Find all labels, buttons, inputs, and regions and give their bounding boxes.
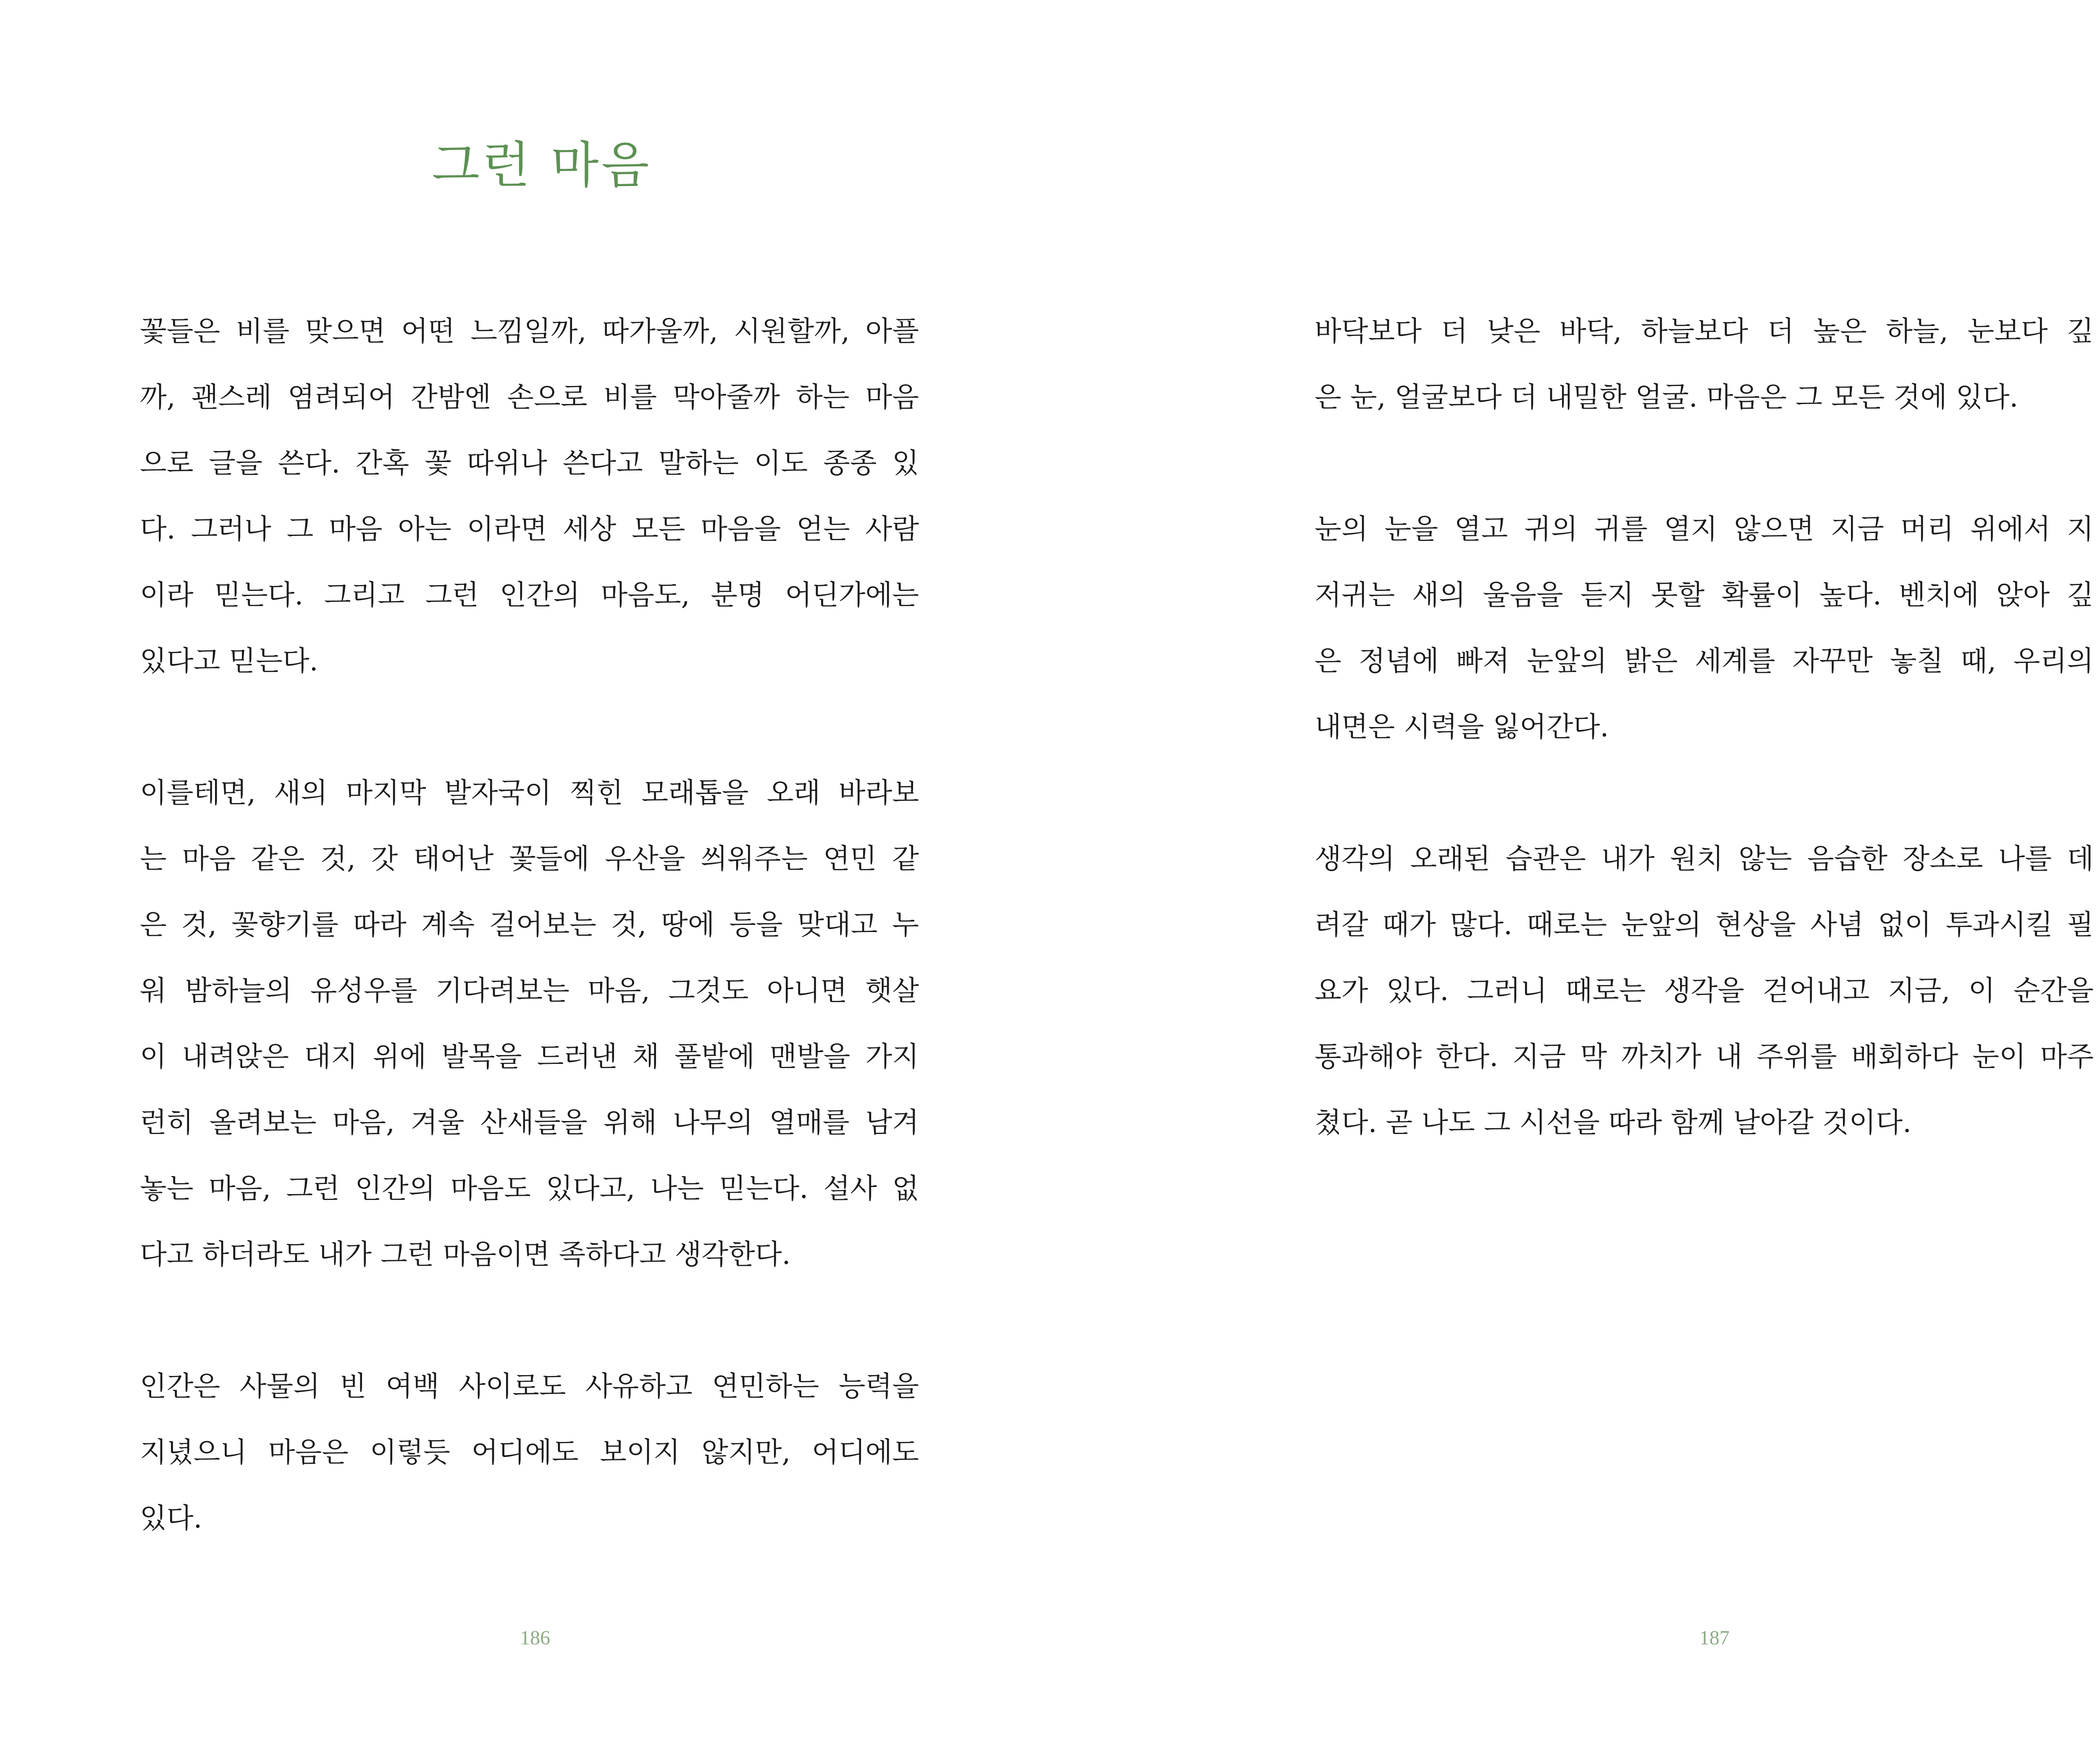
page-number-left: 186 — [520, 1627, 550, 1649]
text-line: 이라 믿는다. 그리고 그런 인간의 마음도, 분명 어딘가에는 — [140, 579, 919, 611]
text-line: 은 눈, 얼굴보다 더 내밀한 얼굴. 마음은 그 모든 것에 있다. — [1315, 381, 2019, 413]
text-line: 꽃들은 비를 맞으면 어떤 느낌일까, 따가울까, 시원할까, 아플 — [140, 315, 919, 347]
text-line: 이를테면, 새의 마지막 발자국이 찍힌 모래톱을 오래 바라보 — [140, 777, 919, 809]
right-page — [1111, 0, 2100, 1746]
text-line: 은 정념에 빠져 눈앞의 밝은 세계를 자꾸만 놓칠 때, 우리의 — [1315, 645, 2094, 677]
text-line: 바닥보다 더 낮은 바닥, 하늘보다 더 높은 하늘, 눈보다 깊 — [1315, 315, 2094, 347]
text-line: 쳤다. 곧 나도 그 시선을 따라 함께 날아갈 것이다. — [1315, 1106, 1912, 1139]
text-line: 이 내려앉은 대지 위에 발목을 드러낸 채 풀밭에 맨발을 가지 — [140, 1040, 919, 1073]
text-line: 는 마음 같은 것, 갓 태어난 꽃들에 우산을 씌워주는 연민 같 — [140, 843, 919, 875]
text-line: 있다고 믿는다. — [140, 645, 318, 677]
text-line: 은 것, 꽃향기를 따라 계속 걸어보는 것, 땅에 등을 맞대고 누 — [140, 908, 919, 941]
page-number-right: 187 — [1699, 1627, 1730, 1649]
text-line: 지녔으니 마음은 이렇듯 어디에도 보이지 않지만, 어디에도 — [140, 1436, 919, 1468]
text-line: 인간은 사물의 빈 여백 사이로도 사유하고 연민하는 능력을 — [140, 1370, 919, 1402]
text-line: 런히 올려보는 마음, 겨울 산새들을 위해 나무의 열매를 남겨 — [140, 1106, 919, 1139]
text-line: 내면은 시력을 잃어간다. — [1315, 711, 1609, 743]
text-line: 놓는 마음, 그런 인간의 마음도 있다고, 나는 믿는다. 설사 없 — [140, 1172, 919, 1205]
text-line: 려갈 때가 많다. 때로는 눈앞의 현상을 사념 없이 투과시킬 필 — [1315, 908, 2094, 941]
text-line: 있다. — [140, 1502, 202, 1534]
text-line: 워 밤하늘의 유성우를 기다려보는 마음, 그것도 아니면 햇살 — [140, 974, 919, 1007]
text-line: 까, 괜스레 염려되어 간밤엔 손으로 비를 막아줄까 하는 마음 — [140, 381, 919, 413]
text-line: 생각의 오래된 습관은 내가 원치 않는 음습한 장소로 나를 데 — [1315, 843, 2094, 875]
paragraph — [1315, 509, 2094, 773]
paragraph — [1315, 839, 2094, 1169]
text-line: 요가 있다. 그러니 때로는 생각을 걷어내고 지금, 이 순간을 — [1315, 974, 2094, 1007]
text-line: 다고 하더라도 내가 그런 마음이면 족하다고 생각한다. — [140, 1238, 791, 1271]
paragraph — [1315, 312, 2094, 444]
paragraph — [140, 773, 919, 1301]
text-line: 다. 그러나 그 마음 아는 이라면 세상 모든 마음을 얻는 사람 — [140, 513, 919, 545]
text-line: 저귀는 새의 울음을 듣지 못할 확률이 높다. 벤치에 앉아 깊 — [1315, 579, 2094, 611]
right-page-body — [1315, 312, 2094, 1235]
chapter-title: 그런 마음 — [432, 136, 652, 194]
left-page-body — [140, 312, 919, 1630]
text-line: 통과해야 한다. 지금 막 까치가 내 주위를 배회하다 눈이 마주 — [1315, 1040, 2094, 1073]
paragraph — [140, 1367, 919, 1565]
text-line: 으로 글을 쓴다. 간혹 꽃 따위나 쓴다고 말하는 이도 종종 있 — [140, 447, 919, 479]
text-line: 눈의 눈을 열고 귀의 귀를 열지 않으면 지금 머리 위에서 지 — [1315, 513, 2094, 545]
paragraph — [140, 312, 919, 707]
